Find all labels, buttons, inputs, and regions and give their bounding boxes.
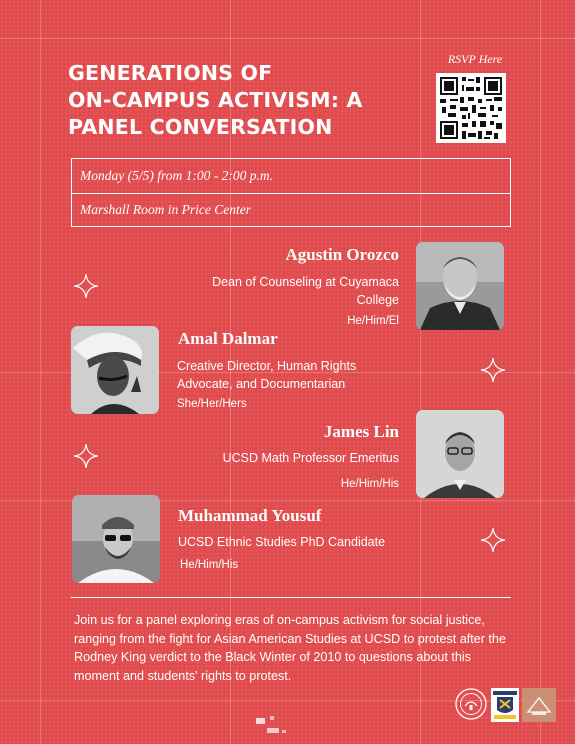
panelist-name: Agustin Orozco [285,245,399,264]
event-location: Marshall Room in Price Center [80,202,251,217]
qr-code-icon [438,75,504,141]
title-line: ON-CAMPUS ACTIVISM: A [68,88,363,112]
panelist-photo [416,242,504,330]
grid-line [40,0,41,744]
event-details-box [71,158,511,227]
panelist-pronouns: He/Him/El [347,315,399,327]
grid-line [540,0,541,744]
panelist-name: Amal Dalmar [178,329,278,348]
panelist-photo [71,326,159,414]
event-title [68,60,408,141]
panelist-role: Dean of Counseling at Cuyamaca College [212,275,399,307]
title-line: GENERATIONS OF [68,61,273,85]
ucsd-seal-logo [455,688,487,720]
grid-line [0,700,575,701]
ethnic-studies-logo [491,688,519,722]
panelist-photo [416,410,504,498]
sparkle-icon [73,273,99,299]
rsvp-label: RSVP Here [447,52,503,66]
footer-decoration [254,716,290,744]
panelist-pronouns: He/Him/His [180,559,239,571]
panelist-pronouns: She/Her/Hers [177,398,247,410]
partner-logo [522,688,556,722]
sparkle-icon [73,443,99,469]
panelist-name: Muhammad Yousuf [178,506,322,525]
sparkle-icon [480,357,506,383]
event-description: Join us for a panel exploring eras of on-campus activism for social justice, ranging from the fight for Asian American Studies at UCSD to protest after the Rodney King verdict to the Black Winter of 2010 to questions about this moment and students' rights to protest. [74,613,506,683]
title-line: PANEL CONVERSATION [68,115,333,139]
panelist-role: UCSD Ethnic Studies PhD Candidate [178,535,386,549]
panelist-role: UCSD Math Professor Emeritus [222,451,399,465]
divider [72,193,510,194]
panelist-name: James Lin [323,422,399,441]
panelist-pronouns: He/Him/His [340,478,399,490]
grid-line [0,38,575,39]
divider [71,597,511,598]
event-date-time: Monday (5/5) from 1:00 - 2:00 p.m. [80,168,273,183]
rsvp-qr-code[interactable] [436,73,506,143]
sparkle-icon [480,527,506,553]
panelist-role: Creative Director, Human Rights Advocate, and Documentarian [177,359,357,391]
panelist-photo [72,495,160,583]
